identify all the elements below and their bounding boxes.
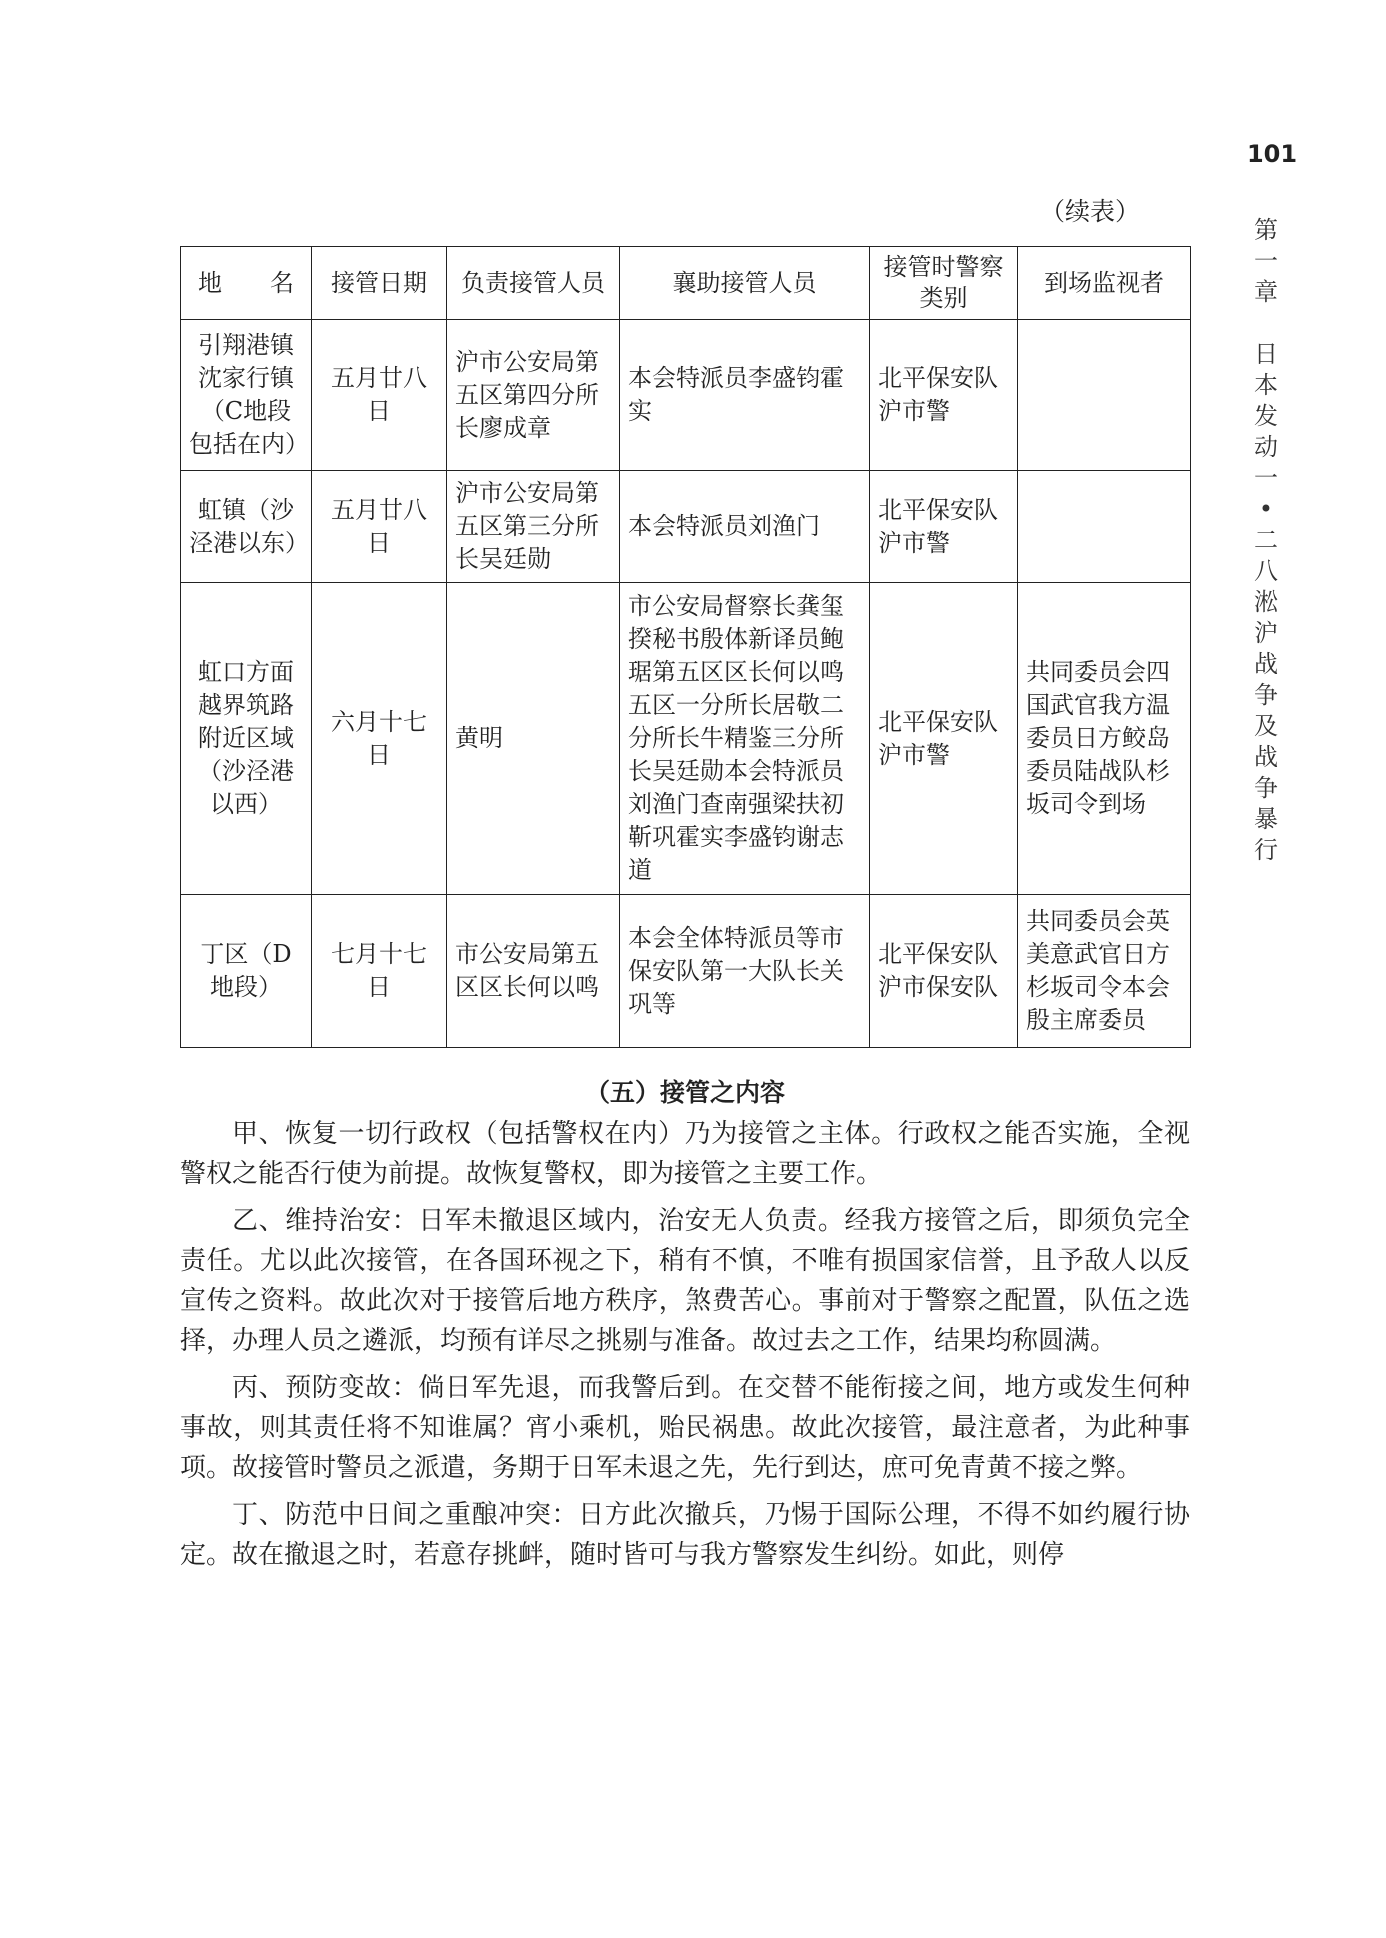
cell-place: 丁区（D地段） <box>181 895 312 1048</box>
cell-supervisors: 共同委员会四国武官我方温委员日方鲛岛委员陆战队杉坂司令到场 <box>1018 583 1191 895</box>
header-assistants: 襄助接管人员 <box>620 247 870 320</box>
cell-supervisors <box>1018 471 1191 583</box>
chapter-char: 一 <box>1254 247 1278 275</box>
table-row <box>181 895 1191 1048</box>
chapter-char: 二 <box>1254 526 1278 554</box>
chapter-char: 一 <box>1254 464 1278 492</box>
cell-police-type: 北平保安队沪市警 <box>870 471 1018 583</box>
chapter-char: 行 <box>1254 836 1278 864</box>
chapter-char: 争 <box>1254 681 1278 709</box>
cell-supervisors: 共同委员会英美意武官日方杉坂司令本会殷主席委员 <box>1018 895 1191 1048</box>
cell-place: 虹口方面越界筑路附近区域（沙泾港以西） <box>181 583 312 895</box>
cell-supervisors <box>1018 320 1191 471</box>
cell-assistants: 本会全体特派员等市保安队第一大队长关巩等 <box>620 895 870 1048</box>
paragraph: 丁、防范中日间之重酿冲突：日方此次撤兵，乃惕于国际公理，不得不如约履行协定。故在撤退之时，若意存挑衅，随时皆可与我方警察发生纠纷。如此，则停 <box>180 1500 1190 1570</box>
paragraph: 丙、预防变故：倘日军先退，而我警后到。在交替不能衔接之间，地方或发生何种事故，则其责任将不知谁属？宵小乘机，贻民祸患。故此次接管，最注意者，为此种事项。故接管时警员之派遣，务期于日军未退之先，先行到达，庶可免青黄不接之弊。 <box>180 1373 1190 1483</box>
cell-date: 五月廿八日 <box>312 471 447 583</box>
header-responsible: 负责接管人员 <box>447 247 620 320</box>
chapter-char: 战 <box>1254 650 1278 678</box>
chapter-char: 本 <box>1254 371 1278 399</box>
cell-police-type: 北平保安队沪市警 <box>870 320 1018 471</box>
chapter-char: 沪 <box>1254 619 1278 647</box>
cell-date: 六月十七日 <box>312 583 447 895</box>
paragraph: 乙、维持治安：日军未撤退区域内，治安无人负责。经我方接管之后，即须负完全责任。尤以此次接管，在各国环视之下，稍有不慎，不唯有损国家信誉，且予敌人以反宣传之资料。故此次对于接管后地方秩序，煞费苦心。事前对于警察之配置，队伍之选择，办理人员之遴派，均预有详尽之挑剔与准备。故过去之工作，结果均称圆满。 <box>180 1206 1190 1356</box>
table-header-row <box>181 247 1191 320</box>
table-row <box>181 471 1191 583</box>
chapter-char: 及 <box>1254 712 1278 740</box>
cell-place: 引翔港镇沈家行镇（C地段包括在内） <box>181 320 312 471</box>
cell-responsible: 市公安局第五区区长何以鸣 <box>447 895 620 1048</box>
chapter-char: 争 <box>1254 774 1278 802</box>
cell-assistants: 本会特派员刘渔门 <box>620 471 870 583</box>
chapter-char: 战 <box>1254 743 1278 771</box>
chapter-char: 日 <box>1254 340 1278 368</box>
chapter-title-vertical <box>1246 215 1286 866</box>
chapter-char: 八 <box>1254 557 1278 585</box>
takeover-table <box>180 246 1191 1048</box>
cell-date: 七月十七日 <box>312 895 447 1048</box>
table-row <box>181 320 1191 471</box>
chapter-char: 淞 <box>1254 588 1278 616</box>
chapter-char <box>1246 308 1286 339</box>
chapter-char: 动 <box>1254 433 1278 461</box>
cell-assistants: 市公安局督察长龚玺揆秘书殷体新译员鲍琚第五区区长何以鸣五区一分所长居敬二分所长牛精鉴三分所长吴廷勋本会特派员刘渔门查南强梁扶初靳巩霍实李盛钧谢志道 <box>620 583 870 895</box>
table-row <box>181 583 1191 895</box>
header-place: 地 名 <box>181 247 312 320</box>
table-continued-note: （续表） <box>1040 197 1141 226</box>
cell-responsible: 沪市公安局第五区第三分所长吴廷勋 <box>447 471 620 583</box>
cell-place: 虹镇（沙泾港以东） <box>181 471 312 583</box>
cell-responsible: 黄明 <box>447 583 620 895</box>
cell-police-type: 北平保安队沪市保安队 <box>870 895 1018 1048</box>
chapter-char: 暴 <box>1254 805 1278 833</box>
cell-date: 五月廿八日 <box>312 320 447 471</box>
chapter-char: • <box>1258 495 1274 523</box>
chapter-char: 第 <box>1254 216 1278 244</box>
chapter-char: 发 <box>1254 402 1278 430</box>
cell-responsible: 沪市公安局第五区第四分所长廖成章 <box>447 320 620 471</box>
cell-police-type: 北平保安队沪市警 <box>870 583 1018 895</box>
page-number: 101 <box>1246 140 1298 168</box>
cell-assistants: 本会特派员李盛钧霍实 <box>620 320 870 471</box>
chapter-char: 章 <box>1254 278 1278 306</box>
header-supervisors: 到场监视者 <box>1018 247 1191 320</box>
header-police-type: 接管时警察类别 <box>870 247 1018 320</box>
section-heading: （五）接管之内容 <box>584 1078 785 1107</box>
header-date: 接管日期 <box>312 247 447 320</box>
body-text <box>180 1114 1190 1582</box>
paragraph: 甲、恢复一切行政权（包括警权在内）乃为接管之主体。行政权之能否实施，全视警权之能否行使为前提。故恢复警权，即为接管之主要工作。 <box>180 1119 1190 1189</box>
